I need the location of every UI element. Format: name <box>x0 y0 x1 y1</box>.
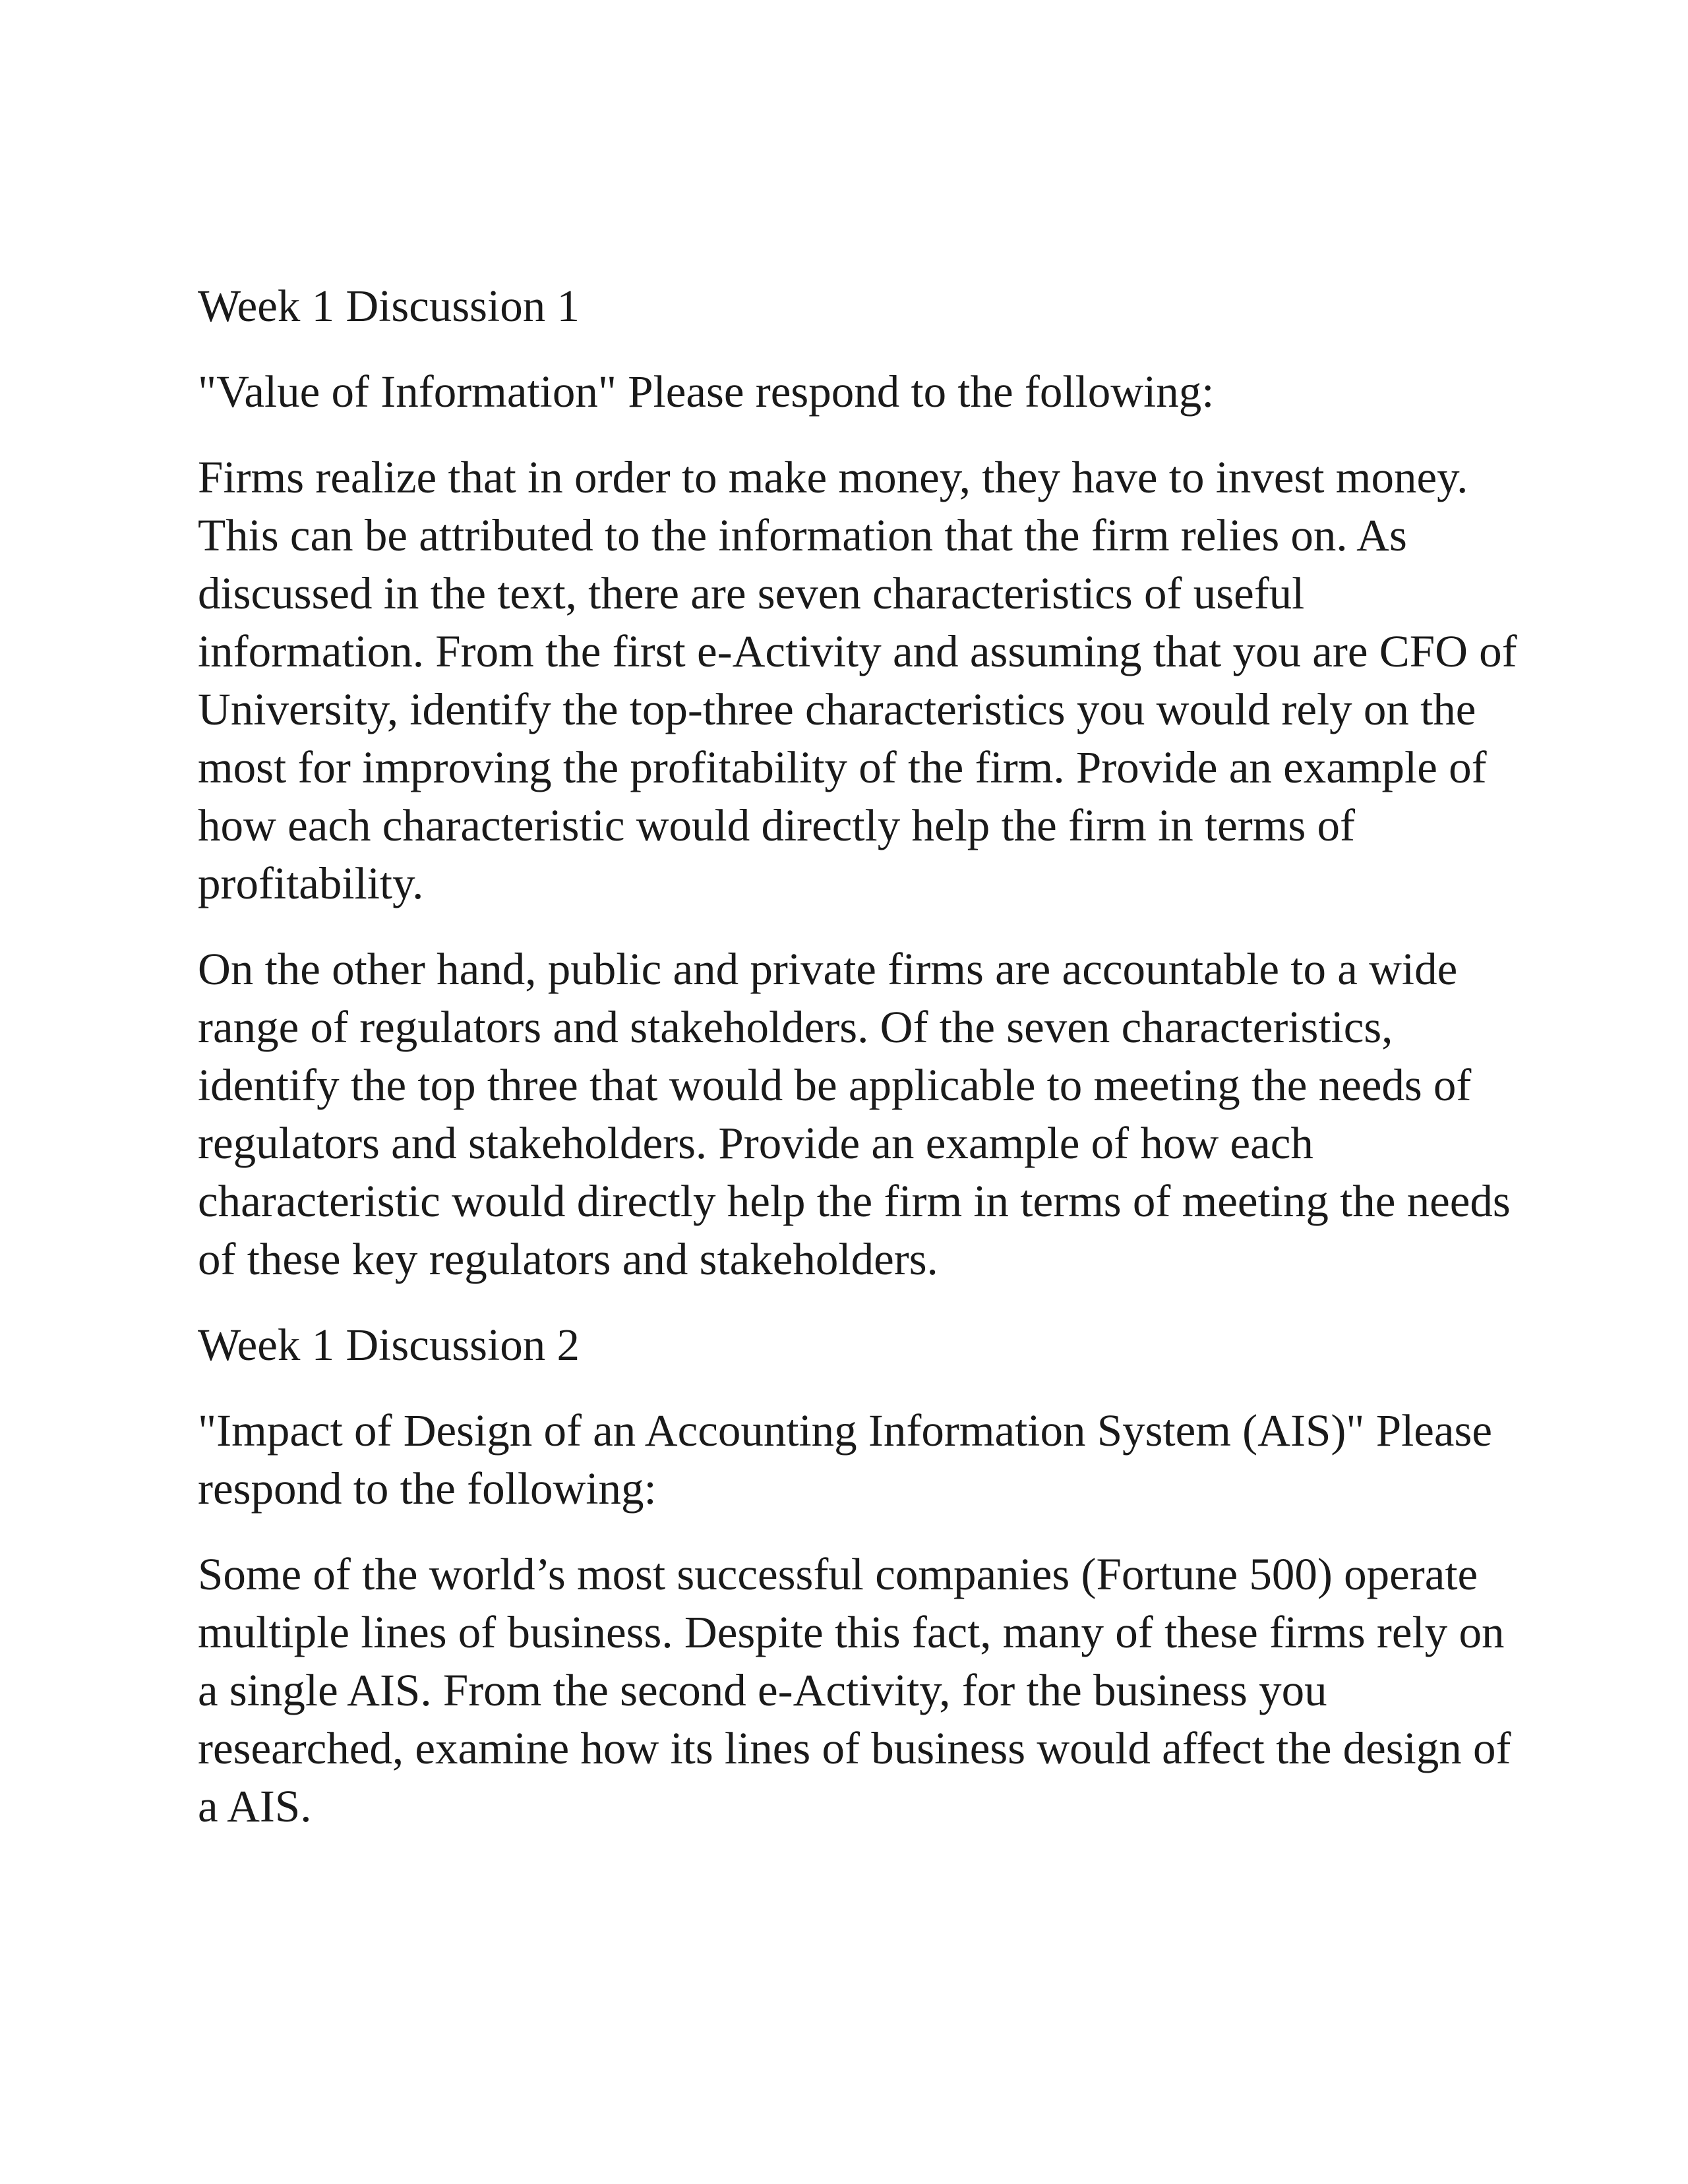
text-line: a AIS. <box>198 1781 312 1831</box>
text-line: a single AIS. From the second e-Activity, for the business you <box>198 1665 1327 1715</box>
discussion-2-heading: Week 1 Discussion 2 <box>198 1320 580 1370</box>
text-line: Firms realize that in order to make money, they have to invest money. <box>198 452 1468 502</box>
text-line: information. From the first e-Activity and assuming that you are CFO of <box>198 626 1517 676</box>
discussion-2-paragraph-1 <box>198 1545 1517 1835</box>
document-body <box>198 277 1517 1863</box>
text-line: profitability. <box>198 858 424 908</box>
text-line: how each characteristic would directly help the firm in terms of <box>198 800 1356 850</box>
text-line: researched, examine how its lines of business would affect the design of <box>198 1723 1511 1773</box>
text-line: discussed in the text, there are seven characteristics of useful <box>198 568 1305 618</box>
text-line: regulators and stakeholders. Provide an example of how each <box>198 1118 1313 1168</box>
text-line: most for improving the profitability of the firm. Provide an example of <box>198 742 1487 792</box>
discussion-2-prompt <box>198 1402 1517 1518</box>
text-line: On the other hand, public and private firms are accountable to a wide <box>198 944 1458 994</box>
text-line: "Impact of Design of an Accounting Information System (AIS)" Please <box>198 1405 1492 1456</box>
discussion-1-paragraph-1 <box>198 448 1517 912</box>
text-line: respond to the following: <box>198 1463 657 1514</box>
text-line: This can be attributed to the information that the firm relies on. As <box>198 510 1407 560</box>
text-line: Some of the world’s most successful companies (Fortune 500) operate <box>198 1549 1478 1599</box>
text-line: range of regulators and stakeholders. Of the seven characteristics, <box>198 1002 1393 1052</box>
discussion-1-heading: Week 1 Discussion 1 <box>198 281 580 331</box>
discussion-1-paragraph-2 <box>198 940 1517 1288</box>
discussion-1-prompt: "Value of Information" Please respond to the following: <box>198 367 1215 417</box>
text-line: of these key regulators and stakeholders. <box>198 1234 938 1284</box>
text-line: University, identify the top-three characteristics you would rely on the <box>198 684 1476 734</box>
text-line: identify the top three that would be applicable to meeting the needs of <box>198 1060 1472 1110</box>
text-line: multiple lines of business. Despite this fact, many of these firms rely on <box>198 1607 1505 1657</box>
text-line: characteristic would directly help the firm in terms of meeting the needs <box>198 1176 1511 1226</box>
